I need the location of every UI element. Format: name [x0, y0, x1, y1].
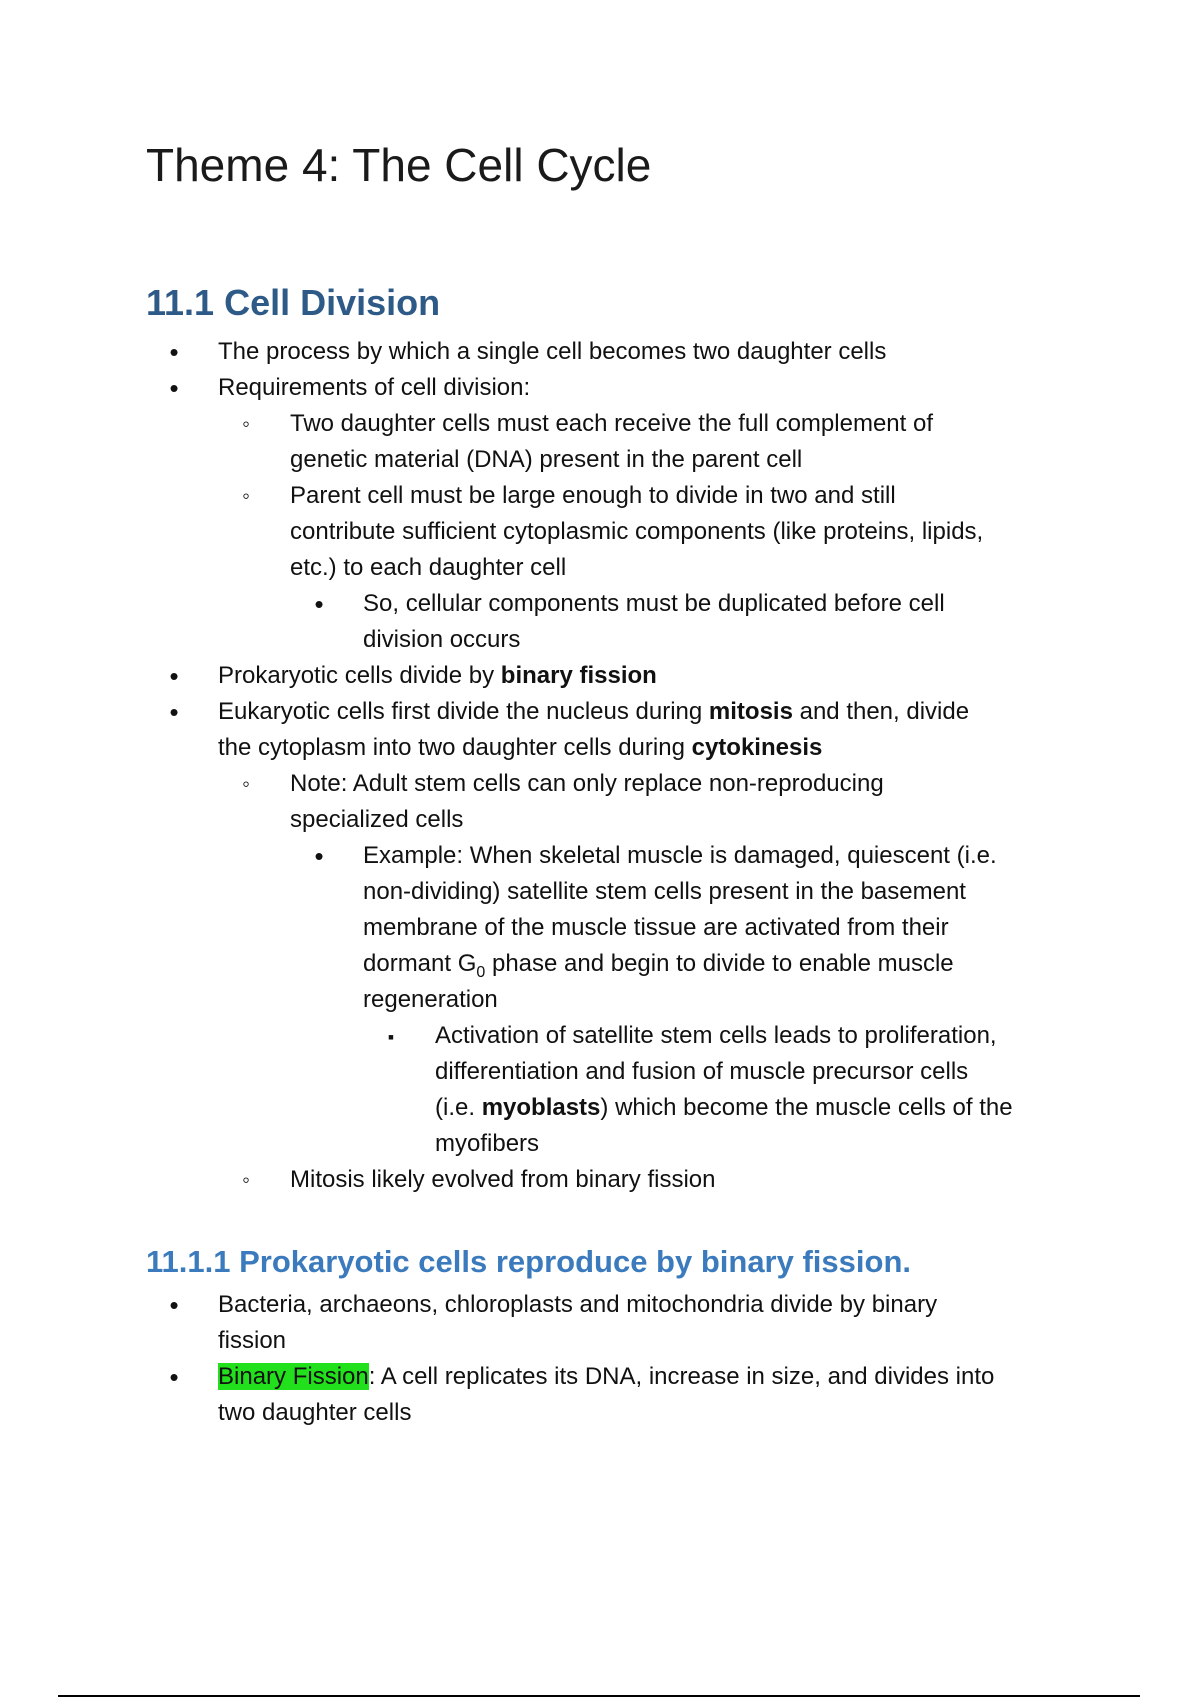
list-item-text: (i.e. myoblasts) which become the muscle cells of the [435, 1094, 1013, 1121]
list-item-text: genetic material (DNA) present in the parent cell [290, 446, 803, 473]
list-item-text: Two daughter cells must each receive the full complement of [290, 410, 933, 437]
list-item-text: etc.) to each daughter cell [290, 554, 567, 581]
bullet-disc [304, 841, 334, 873]
bullet-disc [159, 337, 189, 369]
list-item-text: dormant $G_0$ phase and begin to divide to enable muscle [363, 950, 954, 981]
list-item-text: Parent cell must be large enough to divide in two and still [290, 482, 896, 509]
highlighted-term: Binary Fission [218, 1363, 369, 1390]
list-item-text: two daughter cells [218, 1399, 412, 1426]
bullet-disc [159, 1290, 189, 1322]
page-title: Theme 4: The Cell Cycle [146, 139, 652, 191]
list-item-text: Binary Fission: A cell replicates its DNA, increase in size, and divides into [218, 1363, 995, 1390]
bullet-disc [159, 661, 189, 693]
bullet-circle [231, 1165, 261, 1195]
bold-term: myoblasts [481, 1094, 601, 1121]
bullet-disc [159, 1362, 189, 1394]
bullet-square [376, 1021, 406, 1052]
list-item-text: membrane of the muscle tissue are activated from their [363, 914, 949, 941]
bullet-circle [231, 769, 261, 799]
list-item-text: Mitosis likely evolved from binary fission [290, 1166, 716, 1193]
list-item-text: Activation of satellite stem cells leads to proliferation, [435, 1022, 997, 1049]
bullet-disc [159, 373, 189, 405]
list-item-text: the cytoplasm into two daughter cells during cytokinesis [218, 734, 823, 761]
bold-term: mitosis [708, 698, 793, 725]
list-item-text: Prokaryotic cells divide by binary fission [218, 662, 657, 689]
list-item-text: division occurs [363, 626, 521, 653]
list-item-text: Bacteria, archaeons, chloroplasts and mitochondria divide by binary [218, 1291, 938, 1318]
bullet-circle [231, 409, 261, 439]
list-item-text: fission [218, 1327, 287, 1354]
list-item-text: contribute sufficient cytoplasmic components (like proteins, lipids, [290, 518, 984, 545]
bullet-disc [159, 697, 189, 729]
list-item-text: non-dividing) satellite stem cells present in the basement [363, 878, 966, 905]
subsection-heading: 11.1.1 Prokaryotic cells reproduce by binary fission. [146, 1244, 911, 1279]
list-item-text: myofibers [435, 1130, 540, 1157]
bullet-circle [231, 481, 261, 511]
list-item-text: Note: Adult stem cells can only replace non-reproducing [290, 770, 884, 797]
list-item-text: differentiation and fusion of muscle precursor cells [435, 1058, 969, 1085]
bold-term: cytokinesis [691, 734, 823, 761]
list-item-text: So, cellular components must be duplicated before cell [363, 590, 945, 617]
list-item-text: Example: When skeletal muscle is damaged, quiescent (i.e. [363, 842, 997, 869]
list-item-text: Eukaryotic cells first divide the nucleus during mitosis and then, divide [218, 698, 970, 725]
bold-term: binary fission [500, 662, 657, 689]
list-item-text: specialized cells [290, 806, 464, 833]
list-item-text: Requirements of cell division: [218, 374, 531, 401]
list-item-text: The process by which a single cell becomes two daughter cells [218, 338, 887, 365]
page-bottom-rule [58, 1695, 1140, 1697]
bullet-disc [304, 589, 334, 621]
list-item-text: regeneration [363, 986, 498, 1013]
section-heading: 11.1 Cell Division [146, 282, 441, 323]
